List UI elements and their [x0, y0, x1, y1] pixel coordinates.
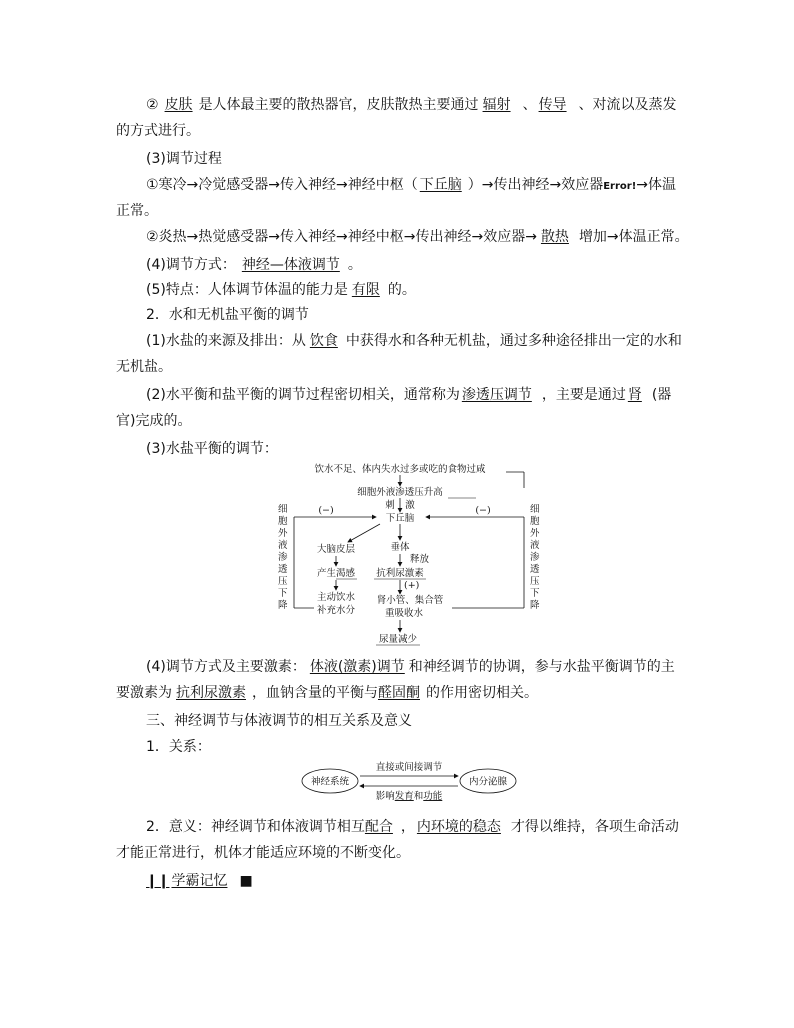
- osmotic-rise-text: 细胞外液渗透压升高: [357, 487, 443, 498]
- text-segment: ，血钠含量的平衡与: [252, 685, 378, 701]
- text-segment: 的。: [387, 282, 416, 298]
- section-three-heading: 三、神经调节与体液调节的相互关系及意义: [146, 713, 412, 729]
- blank-humoral: 体液(激素)调节: [309, 659, 405, 675]
- plus-text: (+): [404, 580, 420, 591]
- water-source-line2: 无机盐。: [116, 359, 172, 375]
- hormone-regulation-line1: [146, 658, 675, 676]
- text-segment: (4)调节方式：: [146, 257, 236, 273]
- side-char: 渗: [530, 552, 540, 563]
- blank-cooperate: 配合: [364, 819, 393, 835]
- significance-line1: [146, 818, 679, 836]
- release-text: 释放: [410, 554, 430, 565]
- right-side-label: [530, 504, 540, 611]
- side-char: 下: [278, 588, 288, 599]
- skin-paragraph-line1: [146, 96, 677, 114]
- adh-text: 抗利尿激素: [376, 568, 424, 579]
- item-marker: ②: [146, 97, 159, 113]
- text-segment: →体温: [636, 177, 677, 193]
- memory-tip-bars: ❙❙: [146, 873, 170, 889]
- kidney-tubule-text: 肾小管、集合管: [376, 595, 444, 606]
- regulation-method: [146, 256, 362, 274]
- skin-paragraph-line2: 的方式进行。: [116, 123, 200, 139]
- text-segment: ，主要是通过: [541, 387, 626, 403]
- significance-line2: 才能正常进行，机体才能适应环境的不断变化。: [116, 845, 410, 861]
- side-char: 细: [530, 504, 540, 515]
- hypothalamus-text: 下丘脑: [385, 513, 415, 524]
- water-source-line1: [146, 332, 682, 350]
- text-segment: 中获得水和各种无机盐，通过多种途径排出一定的水和: [345, 333, 682, 349]
- regulation-process-heading: (3)调节过程: [146, 151, 222, 167]
- side-char: 压: [530, 576, 540, 587]
- side-char: 压: [278, 576, 288, 587]
- regulation-feature: [146, 281, 416, 299]
- square-icon: ■: [239, 873, 253, 889]
- stimulus-label-2: 激: [405, 500, 415, 511]
- text-segment: 是人体最主要的散热器官，皮肤散热主要通过: [198, 97, 479, 113]
- side-char: 液: [530, 540, 540, 551]
- text-segment: 和神经调节的协调，参与水盐平衡调节的主: [408, 659, 675, 675]
- text-segment: (5)特点：人体调节体温的能力是: [146, 282, 348, 298]
- negative-feedback-left: (−): [318, 505, 334, 516]
- relationship-heading: 1．关系：: [146, 739, 211, 755]
- thirst-text: 产生渴感: [316, 568, 356, 579]
- blank-conduction: 传导: [538, 97, 567, 113]
- text-segment: 的作用密切相关。: [426, 685, 538, 701]
- side-char: 降: [530, 600, 540, 611]
- side-char: 透: [278, 564, 288, 575]
- water-salt-regulation-diagram: [270, 462, 550, 650]
- blank-heat-dissipation: 散热: [540, 229, 569, 245]
- side-char: 液: [278, 540, 288, 551]
- text-segment: ②炎热→热觉感受器→传入神经→神经中枢→传出神经→效应器→: [146, 229, 537, 245]
- text-segment: 。: [347, 257, 362, 273]
- text-segment: (4)调节方式及主要激素：: [146, 659, 306, 675]
- blank-hypothalamus: 下丘脑: [419, 177, 462, 193]
- blank-neuro-humoral: 神经—体液调节: [241, 257, 340, 273]
- text-segment: (2)水平衡和盐平衡的调节过程密切相关，通常称为: [146, 387, 460, 403]
- error-marker: Error!: [603, 181, 637, 192]
- side-char: 外: [278, 528, 288, 539]
- blank-kidney: 肾: [627, 387, 642, 403]
- blank-homeostasis: 内环境的稳态: [416, 819, 501, 835]
- nervous-endocrine-relationship-diagram: [298, 760, 522, 804]
- hot-pathway: [146, 228, 689, 246]
- side-char: 下: [530, 588, 540, 599]
- text-segment: ）→传出神经→效应器: [467, 177, 604, 193]
- memory-tip-heading: [146, 872, 253, 890]
- replenish-text: 补充水分: [316, 605, 356, 616]
- text-segment: 才得以维持，各项生命活动: [510, 819, 679, 835]
- side-char: 渗: [278, 552, 288, 563]
- side-char: 胞: [278, 516, 288, 527]
- blank-diet: 饮食: [309, 333, 338, 349]
- hormone-regulation-line2: [116, 684, 538, 702]
- blank-aldosterone: 醛固酮: [378, 685, 420, 701]
- cold-pathway-line1: [146, 176, 676, 196]
- text-segment: 2．意义：神经调节和体液调节相互: [146, 819, 365, 835]
- blank-limited: 有限: [351, 282, 380, 298]
- text-segment: 、: [522, 97, 537, 113]
- drink-text: 主动饮水: [316, 592, 356, 603]
- reabsorb-text: 重吸收水: [384, 608, 424, 619]
- stimulus-label-1: 刺: [385, 500, 395, 511]
- blank-radiation: 辐射: [482, 97, 511, 113]
- text-segment: 增加→体温正常。: [578, 229, 689, 245]
- urine-text: 尿量减少: [378, 634, 418, 645]
- negative-feedback-right: (−): [475, 505, 491, 516]
- side-char: 外: [530, 528, 540, 539]
- endocrine-gland-text: 内分泌腺: [468, 776, 508, 788]
- blank-skin: 皮肤: [164, 97, 193, 113]
- trigger-text: 饮水不足、体内失水过多或吃的食物过咸: [314, 464, 486, 475]
- side-char: 细: [278, 504, 288, 515]
- side-char: 胞: [530, 516, 540, 527]
- text-segment: (1)水盐的来源及排出：从: [146, 333, 306, 349]
- cold-pathway-line2: 正常。: [116, 203, 158, 219]
- influence-label: 影响发育和功能: [375, 791, 443, 802]
- text-segment: (器: [651, 387, 672, 403]
- text-segment: ，: [400, 819, 415, 835]
- text-segment: ①寒冷→冷觉感受器→传入神经→神经中枢（: [146, 177, 418, 193]
- text-segment: 要激素为: [116, 685, 172, 701]
- osmotic-regulation-line2: 官)完成的。: [116, 413, 192, 429]
- text-segment: 、对流以及蒸发: [578, 97, 677, 113]
- regulation-label: 直接或间接调节: [375, 762, 443, 773]
- section-water-salt-heading: 2．水和无机盐平衡的调节: [146, 307, 309, 323]
- memory-tip-label: 学霸记忆: [171, 873, 228, 889]
- arrow: [348, 524, 380, 542]
- osmotic-regulation-line1: [146, 386, 671, 404]
- water-salt-regulation-heading: (3)水盐平衡的调节：: [146, 441, 278, 457]
- blank-adh: 抗利尿激素: [176, 685, 246, 701]
- cortex-text: 大脑皮层: [316, 544, 356, 555]
- blank-osmotic: 渗透压调节: [461, 387, 532, 403]
- pituitary-text: 垂体: [390, 542, 410, 553]
- side-char: 透: [530, 564, 540, 575]
- side-char: 降: [278, 600, 288, 611]
- left-side-label: [278, 504, 288, 611]
- nervous-system-text: 神经系统: [310, 776, 350, 788]
